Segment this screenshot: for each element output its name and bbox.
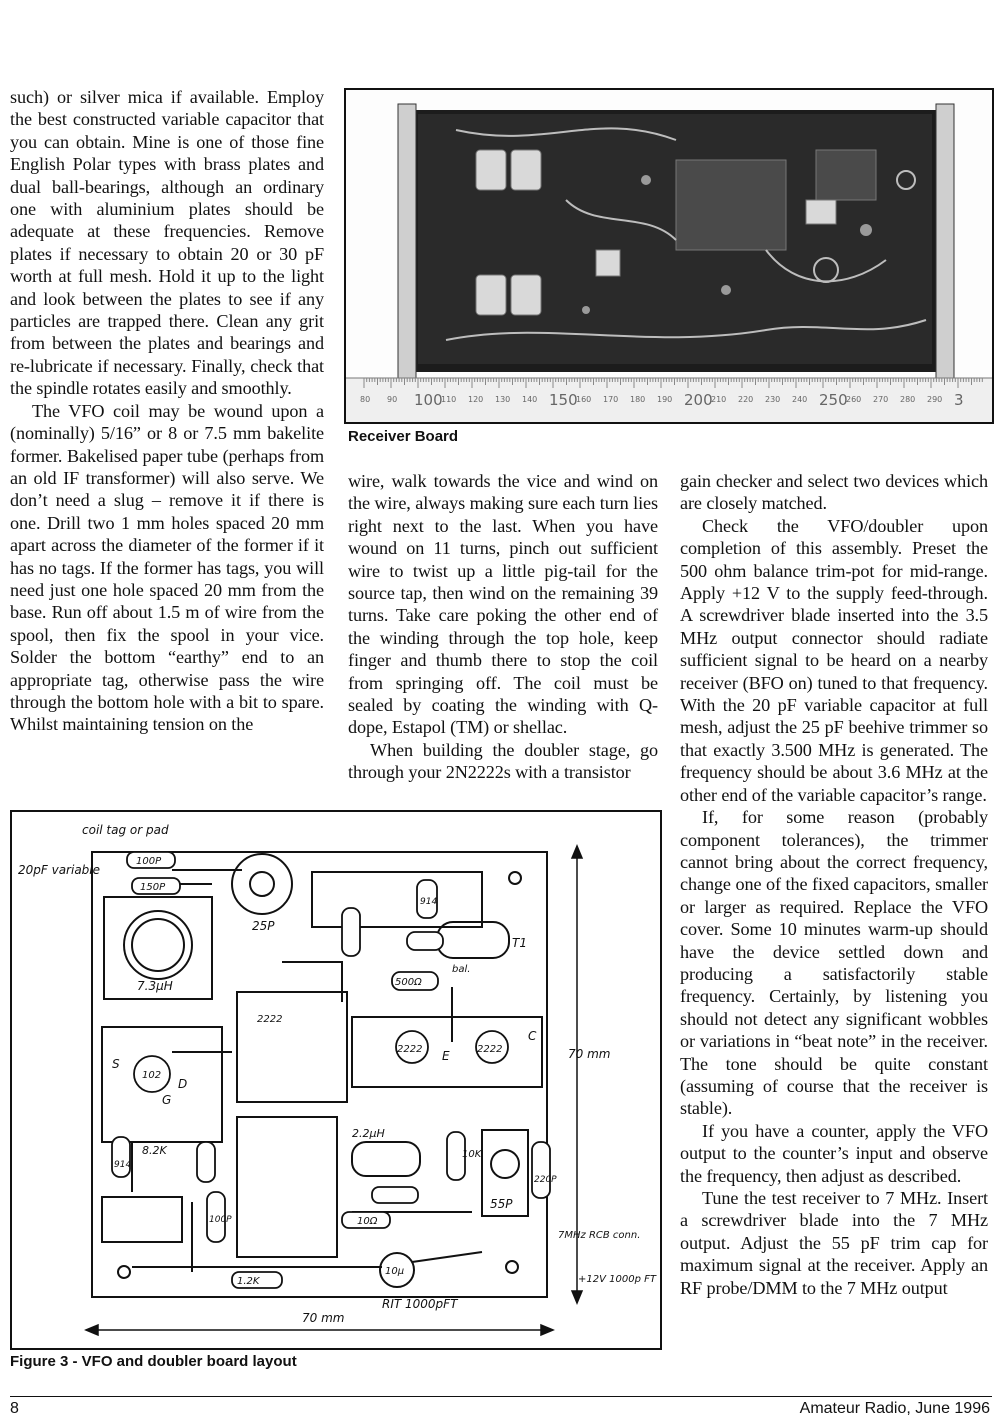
label-g: G xyxy=(162,1093,172,1107)
ruler-label: 190 xyxy=(657,395,673,404)
ruler-label: 270 xyxy=(873,395,889,404)
text-column-3 xyxy=(680,470,988,1299)
label-2222-c: 2222 xyxy=(257,1014,283,1025)
text-column-2 xyxy=(348,470,658,784)
ruler-label: 180 xyxy=(630,395,646,404)
label-t1: T1 xyxy=(512,936,527,950)
paragraph: When building the doubler stage, go through your 2N2222s with a transistor xyxy=(348,739,658,783)
photo-caption: Receiver Board xyxy=(348,428,459,445)
receiver-board-illustration xyxy=(346,90,992,422)
paragraph: Check the VFO/doubler upon completion of this assembly. Preset the 500 ohm balance trim-pot for mid-range. Apply +12 V to the supply feed-through. A screwdriver blade inserted into the 3.5 MHz output connector should radiate sufficient signal to be heard on a nearby receiver (BFO on) tuned to that frequency. With the 20 pF variable capacitor at full mesh, adjust the 25 pF beehive trimmer so that exactly 3.500 MHz is generated. The frequency should be about 3.6 MHz at the other end of the variable capacitor’s range. xyxy=(680,515,988,805)
label-220p: 220P xyxy=(534,1175,557,1185)
label-100p-2: 100P xyxy=(209,1215,232,1225)
label-pot500: 500Ω xyxy=(395,977,422,988)
receiver-board-photo xyxy=(344,88,994,424)
label-coil: 7.3μH xyxy=(137,979,173,993)
label-8-2k: 8.2K xyxy=(142,1144,167,1157)
ruler-label: 120 xyxy=(468,395,484,404)
label-12v: +12V 1000p FT xyxy=(578,1274,656,1285)
label-d: D xyxy=(178,1077,188,1091)
label-100p: 100P xyxy=(136,856,162,867)
ruler-label: 90 xyxy=(387,395,398,404)
label-var-cap: 20pF variable xyxy=(18,863,101,877)
board-layout-drawing xyxy=(12,812,660,1348)
ruler-label: 3 xyxy=(954,391,964,409)
ruler-label: 150 xyxy=(549,391,578,409)
label-s: S xyxy=(112,1057,120,1071)
ruler-label: 250 xyxy=(819,391,848,409)
paragraph: The VFO coil may be wound upon a (nominally) 5/16” or 8 or 7.5 mm bakelite former. Bakelised paper tube (perhaps from an old IF transformer) will also serve. We don’t need a slug – remove it if there is one. Drill two 1 mm holes spaced 20 mm apart across the diameter of the former if it has no tags. If the former has tags, you will need just one hole spaced 20 mm from the base. Run off about 1.5 m of wire from the spool, then fix the spool in your vice. Solder the bottom “earthy” end to an appropriate tag, otherwise pass the wire through the bottom hole with a bit to spare. Whilst maintaining tension on the xyxy=(10,400,324,735)
label-150p: 150P xyxy=(140,882,166,893)
paragraph: Tune the test receiver to 7 MHz. Insert a screwdriver blade into the 7 MHz output. Adjust the 55 pF trim cap for maximum signal at the receiver. Apply an RF probe/DMM to the 7 MHz output xyxy=(680,1188,988,1298)
paragraph: such) or silver mica if available. Employ the best constructed variable capacitor that you can obtain. Mine is one of those fine English Polar types with brass plates and dual ball-bearings, although an ordinary one with aluminium plates should be adequate at these frequencies. Remove plates if necessary to obtain 20 or 30 pF worth at full mesh. Hold it up to the light and look between the plates to see if any particles are trapped there. Clean any grit from between the plates and bearings and re-lubricate if necessary. Finally, check that the spindle rotates easily and smoothly. xyxy=(10,87,324,399)
ruler-label: 80 xyxy=(360,395,371,404)
label-10u: 10μ xyxy=(385,1266,405,1277)
paragraph: If, for some reason (probably component tolerances), the trimmer cannot bring about the correct frequency, change one of the fixed capacitors, smaller or larger as required. Replace the VFO cover. Some 10 minutes warm-up should have the device settled down and producing a satisfactorily stable frequency. Certainly, by listening you should not detect any significant wobbles or variations in “beat note” in the receiver. The tone should be quite constant (assuming of course that the receiver is stable). xyxy=(680,807,988,1119)
label-914-a: 914 xyxy=(114,1160,132,1170)
ruler-label: 280 xyxy=(900,395,916,404)
label-e: E xyxy=(442,1049,450,1063)
label-bal: bal. xyxy=(452,964,471,975)
footer-rule xyxy=(10,1396,992,1397)
figure-caption: Figure 3 - VFO and doubler board layout xyxy=(10,1353,297,1370)
ruler-label: 170 xyxy=(603,395,619,404)
ruler-label: 200 xyxy=(684,391,713,409)
ruler-label: 230 xyxy=(765,395,781,404)
label-2222-a: 2222 xyxy=(397,1044,423,1055)
ruler-label: 220 xyxy=(738,395,754,404)
label-25p: 25P xyxy=(252,919,275,933)
ruler-label: 140 xyxy=(522,395,538,404)
label-rit: RIT 1000pFT xyxy=(382,1297,458,1311)
ruler-label: 240 xyxy=(792,395,808,404)
label-10k: 10K xyxy=(462,1149,482,1160)
journal-issue: Amateur Radio, June 1996 xyxy=(799,1400,990,1417)
label-coil-tag: coil tag or pad xyxy=(82,823,169,837)
ruler-label: 210 xyxy=(711,395,727,404)
board-layout-figure xyxy=(10,810,662,1350)
label-1-2k: 1.2K xyxy=(237,1276,260,1287)
label-7mhz-out: 7MHz RCB conn. xyxy=(558,1230,641,1241)
label-2222-b: 2222 xyxy=(477,1044,503,1055)
label-2-2uh: 2.2μH xyxy=(352,1127,385,1140)
ruler-label: 100 xyxy=(414,391,443,409)
label-10-ohm: 10Ω xyxy=(357,1216,378,1227)
paragraph: If you have a counter, apply the VFO output to the counter’s input and observe the frequency, then adjust as described. xyxy=(680,1120,988,1186)
label-dim-vertical: 70 mm xyxy=(568,1047,611,1061)
paragraph: gain checker and select two devices which are closely matched. xyxy=(680,471,988,514)
ruler-label: 260 xyxy=(846,395,862,404)
label-102: 102 xyxy=(142,1070,162,1081)
ruler-label: 290 xyxy=(927,395,943,404)
label-dim-horizontal: 70 mm xyxy=(302,1311,345,1325)
label-c: C xyxy=(528,1029,537,1043)
page-number: 8 xyxy=(10,1400,19,1417)
label-55p: 55P xyxy=(490,1197,513,1211)
ruler-label: 130 xyxy=(495,395,511,404)
label-914-b: 914 xyxy=(420,897,438,907)
ruler-label: 160 xyxy=(576,395,592,404)
paragraph: wire, walk towards the vice and wind on the wire, always making sure each turn lies right next to the last. When you have wound on 11 turns, pinch out sufficient wire to twist up a little pig-tail for the source tap, then wind on the remaining 39 turns. Take care poking the other end of the winding through the top hole, keep finger and thumb there to stop the coil from springing off. The coil must be sealed by coating the winding with Q-dope, Estapol (TM) or shellac. xyxy=(348,471,658,738)
text-column-1 xyxy=(10,86,324,736)
ruler-label: 110 xyxy=(441,395,457,404)
